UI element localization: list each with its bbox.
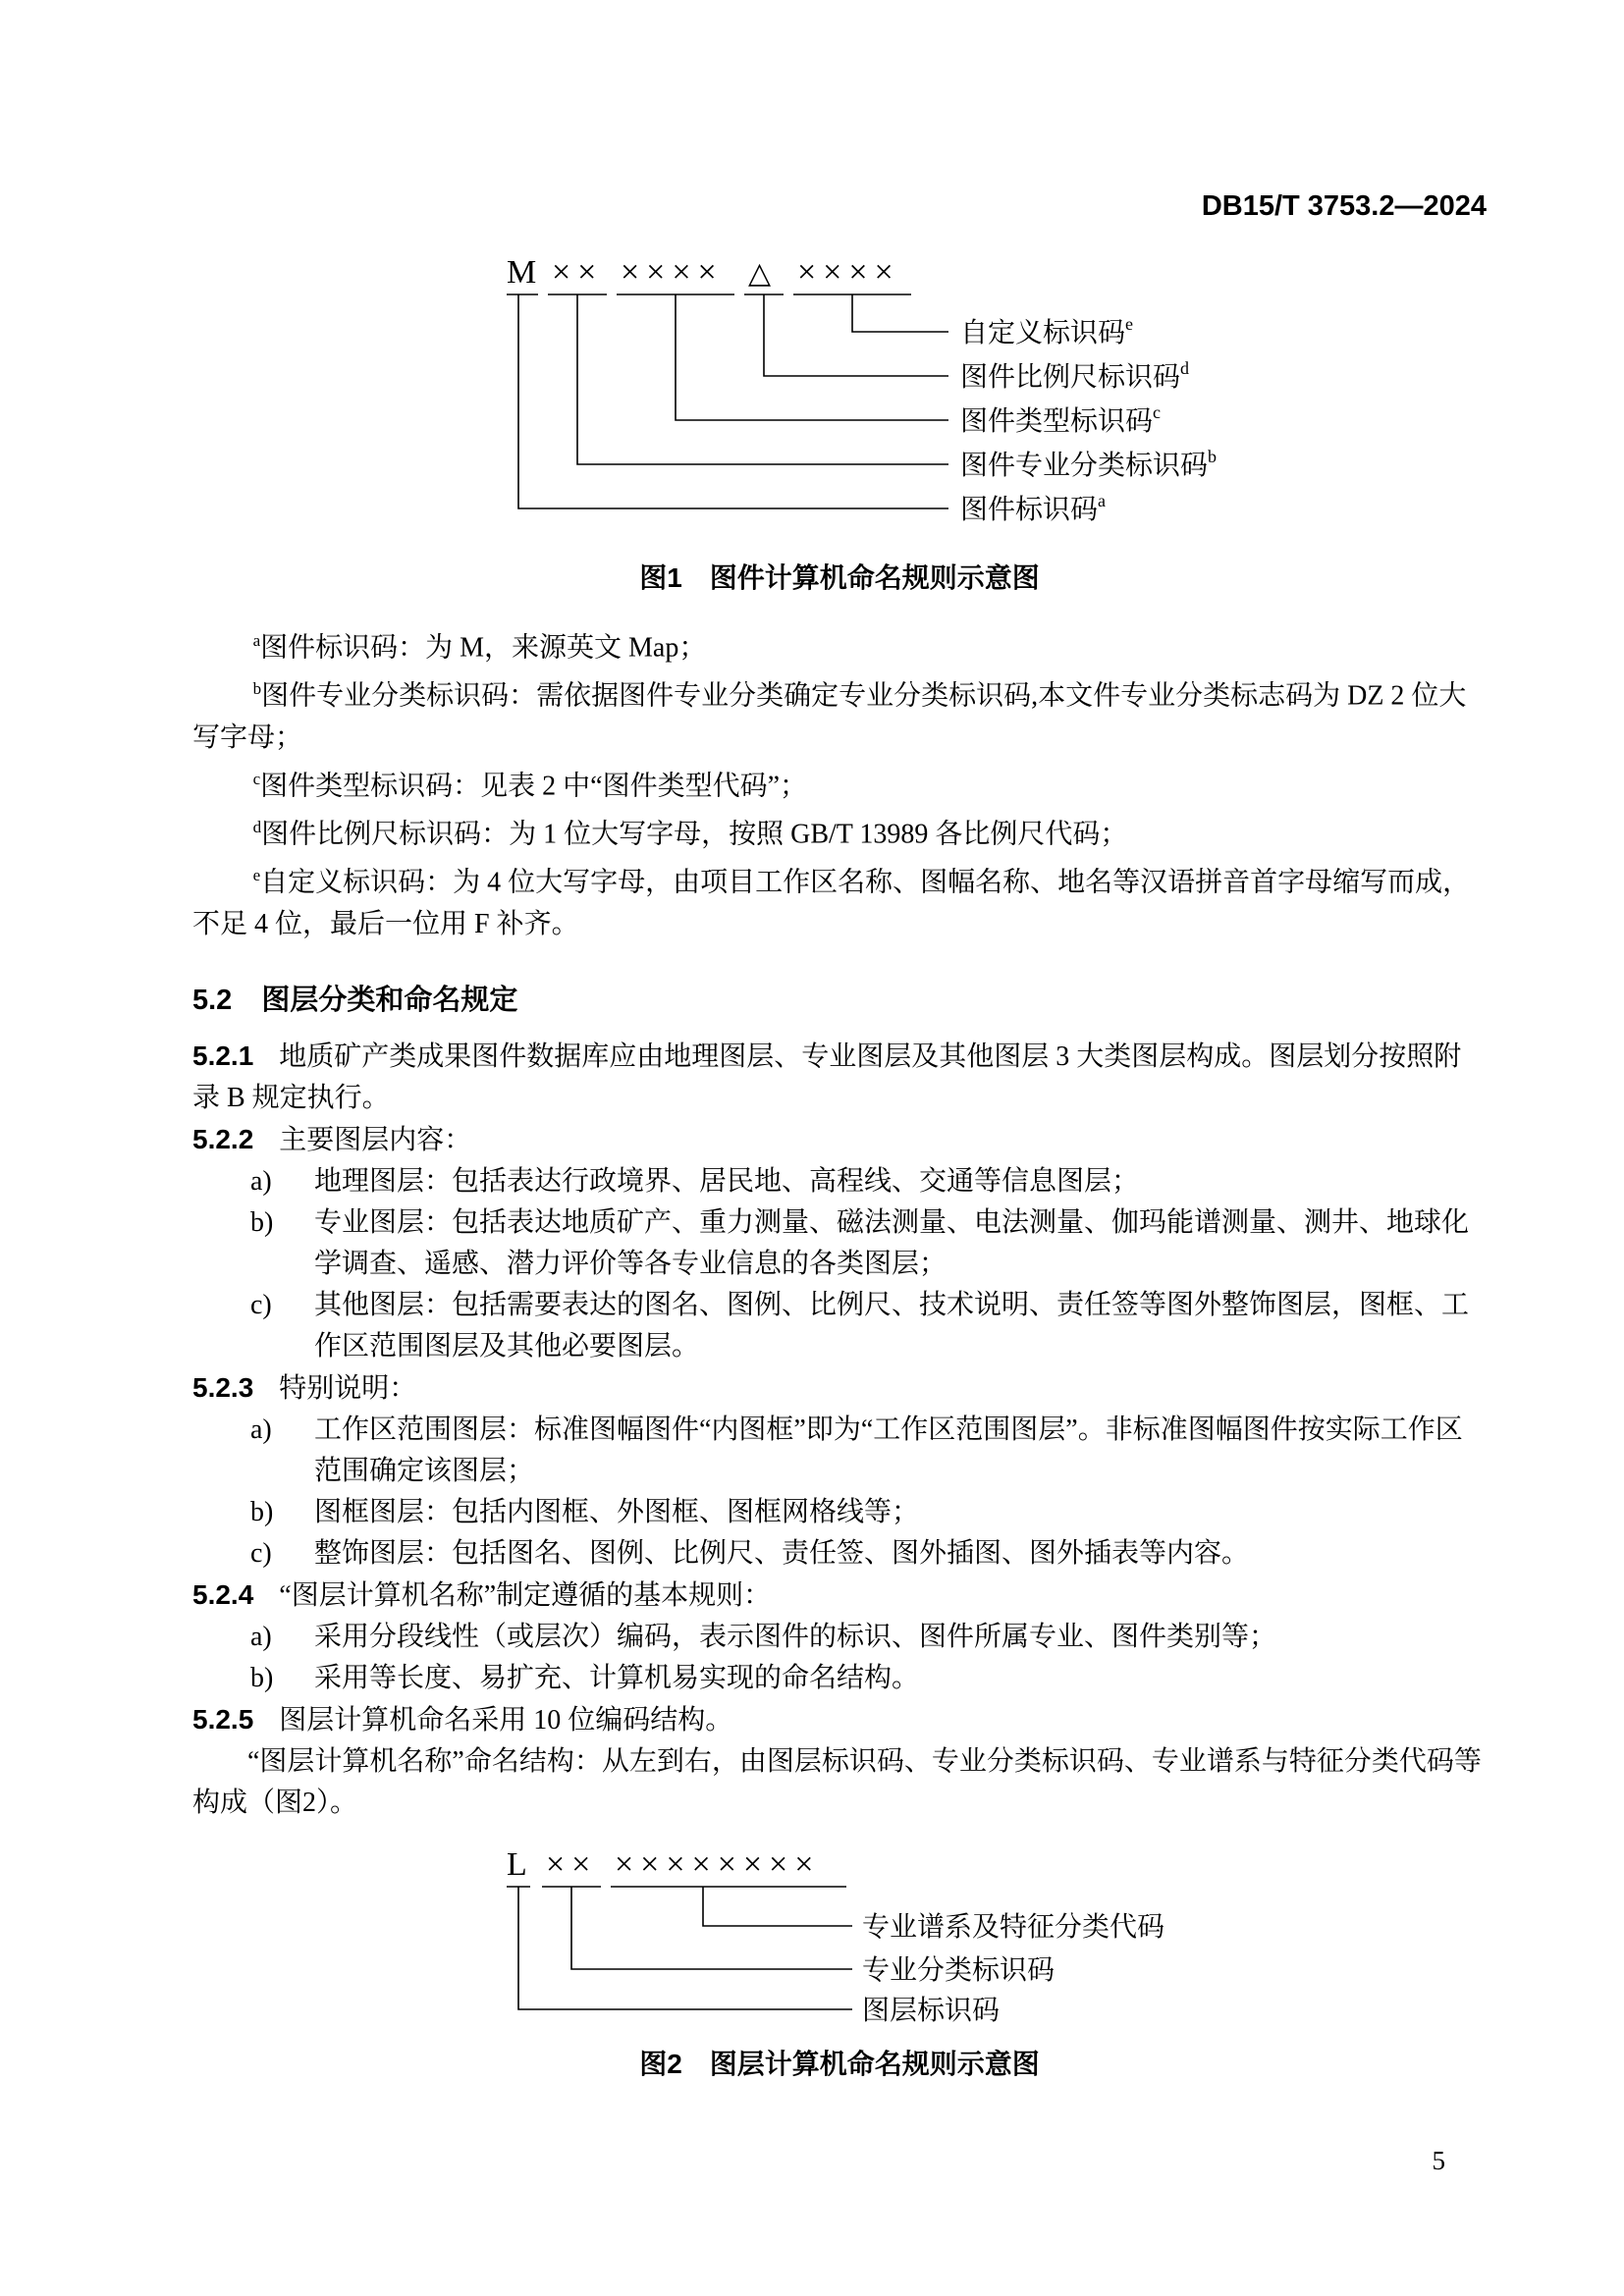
clause-number: 5.2.2: [192, 1123, 254, 1154]
clause-number: 5.2.5: [192, 1703, 254, 1735]
section-title: 图层分类和命名规定: [261, 984, 518, 1016]
list-item-5-2-3-a: [192, 1410, 1487, 1492]
footnote-b-text: 图件专业分类标识码：需依据图件专业分类确定专业分类标识码,本文件专业分类标志码为 DZ 2 位大写字母；: [192, 680, 1467, 753]
naming-structure-paragraph: “图层计算机名称”命名结构：从左到右，由图层标识码、专业分类标识码、专业谱系与特征分类代码等构成（图2）。: [192, 1745, 1482, 1818]
list-text: 专业图层：包括表达地质矿产、重力测量、磁法测量、电法测量、伽玛能谱测量、测井、地球化学调查、遥感、潜力评价等各专业信息的各类图层；: [314, 1206, 1470, 1279]
footnote-d: [192, 807, 1487, 855]
list-marker: b): [250, 1496, 274, 1527]
footnote-a: [192, 620, 1487, 668]
fig2-leader-lines: [518, 1887, 852, 2009]
fig1-label-custom-code: 自定义标识码$^e$: [960, 314, 1134, 348]
clause-text: 特别说明：: [279, 1372, 417, 1404]
figure2-svg: [507, 1845, 1194, 2026]
fig1-code-part-xx: ××: [552, 254, 604, 291]
fig1-code-part-xxxx2: ××××: [797, 254, 900, 291]
fig1-code-part-xxxx: ××××: [621, 254, 724, 291]
footnote-e-marker: e: [252, 866, 261, 885]
clause-text: 图层计算机命名采用 10 位编码结构。: [279, 1704, 733, 1735]
list-marker: b): [250, 1662, 274, 1693]
list-text: 工作区范围图层：标准图幅图件“内图框”即为“工作区范围图层”。非标准图幅图件按实际工作区范围确定该图层；: [314, 1414, 1463, 1486]
list-item-5-2-2-b: [192, 1202, 1487, 1285]
fig2-label-specialty-code: 专业分类标识码: [862, 1954, 1056, 1986]
fig1-label-scale-code: 图件比例尺标识码$^d$: [960, 358, 1190, 393]
clause-5-2-3: [192, 1367, 1487, 1410]
fig2-code-part-l: L: [507, 1845, 527, 1883]
footnotes-block: [192, 620, 1487, 945]
clause-5-2-2: [192, 1119, 1487, 1161]
list-marker: c): [250, 1537, 272, 1569]
section-heading-5-2: [192, 979, 1487, 1022]
fig1-code-part-m: M: [507, 254, 537, 291]
clause-5-2-4: [192, 1575, 1487, 1617]
figure1-diagram: [507, 253, 1487, 548]
fig1-label-map-code: 图件标识码$^a$: [960, 491, 1107, 525]
clause-text: 地质矿产类成果图件数据库应由地理图层、专业图层及其他图层 3 大类图层构成。图层划分按照附录 B 规定执行。: [192, 1041, 1462, 1113]
list-marker: a): [250, 1414, 272, 1445]
footnote-b-marker: b: [252, 679, 262, 699]
fig2-label-layer-code: 图层标识码: [862, 1995, 1001, 2026]
fig2-code-part-xx: ××: [546, 1845, 598, 1883]
footnote-c-text: 图件类型标识码：见表 2 中“图件类型代码”；: [260, 770, 807, 801]
list-text: 采用等长度、易扩充、计算机易实现的命名结构。: [314, 1662, 920, 1693]
clause-text: “图层计算机名称”制定遵循的基本规则：: [279, 1579, 772, 1611]
fig1-label-specialty-code: 图件专业分类标识码$^b$: [960, 447, 1218, 481]
footnote-e: [192, 855, 1487, 944]
clause-number: 5.2.4: [192, 1578, 254, 1610]
footnote-d-text: 图件比例尺标识码：为 1 位大写字母，按照 GB/T 13989 各比例尺代码；: [261, 819, 1128, 850]
list-marker: c): [250, 1289, 272, 1320]
list-item-5-2-2-c: [192, 1285, 1487, 1367]
figure2-diagram: [507, 1845, 1487, 2034]
figure2-caption: 图2 图层计算机命名规则示意图: [639, 2048, 1040, 2079]
list-text: 图框图层：包括内图框、外图框、图框网格线等；: [314, 1496, 920, 1527]
footnote-c-marker: c: [252, 769, 261, 788]
fig2-label-lineage-code: 专业谱系及特征分类代码: [862, 1911, 1165, 1943]
list-item-5-2-3-c: [192, 1533, 1487, 1575]
clause-5-2-5: [192, 1699, 1487, 1741]
doc-number: DB15/T 3753.2—2024: [1201, 190, 1487, 222]
list-item-5-2-4-b: [192, 1658, 1487, 1699]
list-item-5-2-4-a: [192, 1617, 1487, 1658]
list-text: 地理图层：包括表达行政境界、居民地、高程线、交通等信息图层；: [314, 1165, 1140, 1197]
footnote-e-text: 自定义标识码：为 4 位大写字母，由项目工作区名称、图幅名称、地名等汉语拼音首字母缩写而成，不足 4 位，最后一位用 F 补齐。: [192, 867, 1471, 939]
figure1-svg: [507, 253, 1253, 540]
list-item-5-2-2-a: [192, 1161, 1487, 1202]
footnote-b: [192, 668, 1487, 758]
footnote-a-text: 图件标识码：为 M，来源英文 Map；: [260, 632, 707, 664]
clause-5-2-1: [192, 1036, 1487, 1119]
footnote-c: [192, 759, 1487, 807]
fig1-label-type-code: 图件类型标识码$^c$: [960, 402, 1162, 437]
list-text: 其他图层：包括需要表达的图名、图例、比例尺、技术说明、责任签等图外整饰图层，图框、工作区范围图层及其他必要图层。: [314, 1289, 1470, 1362]
fig1-code-part-triangle: △: [748, 256, 772, 291]
clause-text: 主要图层内容：: [279, 1124, 472, 1155]
section-number: 5.2: [192, 984, 233, 1016]
list-marker: b): [250, 1206, 274, 1238]
footnote-a-marker: a: [252, 631, 261, 650]
footnote-d-marker: d: [252, 817, 262, 836]
clause-number: 5.2.1: [192, 1040, 254, 1071]
clause-number: 5.2.3: [192, 1371, 254, 1403]
fig1-leader-lines: [518, 294, 948, 508]
list-marker: a): [250, 1165, 272, 1197]
list-item-5-2-3-b: [192, 1492, 1487, 1533]
list-text: 采用分段线性（或层次）编码，表示图件的标识、图件所属专业、图件类别等；: [314, 1621, 1277, 1652]
list-text: 整饰图层：包括图名、图例、比例尺、责任签、图外插图、图外插表等内容。: [314, 1537, 1250, 1569]
fig2-code-part-xxxxxxxx: ××××××××: [615, 1845, 821, 1883]
page-number: 5: [1432, 2146, 1445, 2175]
figure1-caption: 图1 图件计算机命名规则示意图: [639, 562, 1040, 593]
list-marker: a): [250, 1621, 272, 1652]
